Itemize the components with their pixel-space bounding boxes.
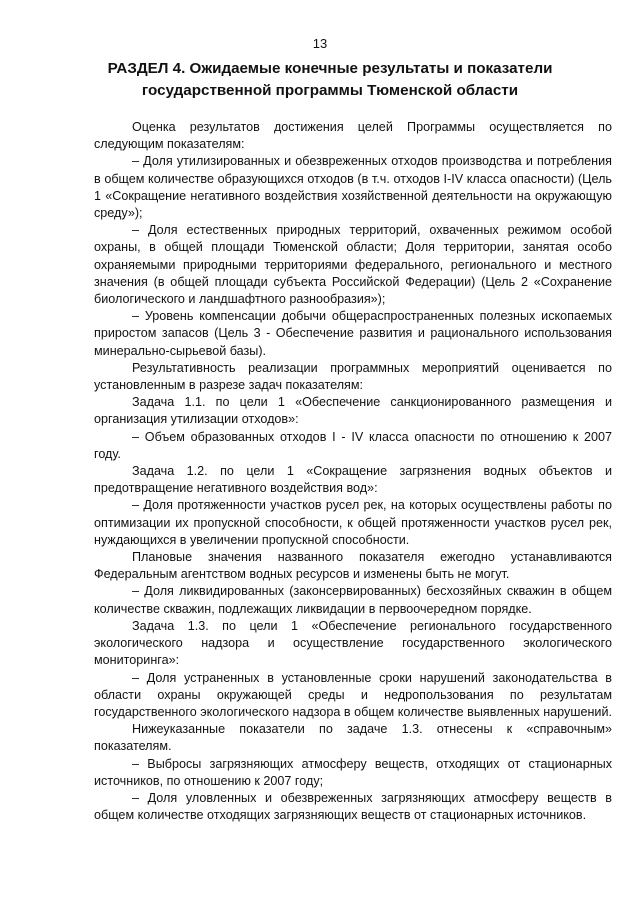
section-heading-line-2: государственной программы Тюменской области [141, 82, 519, 99]
paragraph: – Доля уловленных и обезвреженных загрязняющих атмосферу веществ в общем количестве отходящих загрязняющих веществ от стационарных источников. [94, 790, 612, 823]
section-heading [80, 58, 580, 102]
paragraph: – Объем образованных отходов I - IV класса опасности по отношению к 2007 году. [94, 429, 612, 461]
page-number: 13 [312, 36, 328, 51]
paragraph: Задача 1.3. по цели 1 «Обеспечение регионального государственного экологического надзора и осуществление государственного экологического мониторинга»: [94, 618, 612, 668]
paragraph: – Доля протяженности участков русел рек, на которых осуществлены работы по оптимизации их пропускной способности, к общей протяженности участков русел рек, нуждающихся в увеличении пропускной способности. [94, 498, 612, 547]
paragraph: Плановые значения названного показателя ежегодно устанавливаются Федеральным агентством водных ресурсов и изменены быть не могут. [94, 550, 612, 582]
paragraph: Нижеуказанные показатели по задаче 1.3. отнесены к «справочным» показателям. [94, 722, 612, 754]
paragraph: Задача 1.1. по цели 1 «Обеспечение санкционированного размещения и организация утилизации отходов»: [94, 395, 612, 427]
paragraph: – Выбросы загрязняющих атмосферу веществ, отходящих от стационарных источников, по отношению к 2007 году; [94, 756, 612, 788]
paragraph: – Уровень компенсации добычи общераспространенных полезных ископаемых приростом запасов (Цель 3 - Обеспечение развития и рационального использования минерально-сырьевой базы). [94, 309, 612, 358]
paragraph: Оценка результатов достижения целей Программы осуществляется по следующим показателям: [94, 120, 612, 152]
section-heading-line-1: РАЗДЕЛ 4. Ожидаемые конечные результаты и показатели [107, 60, 553, 77]
paragraph: – Доля утилизированных и обезвреженных отходов производства и потребления в общем количестве образующихся отходов (в т.ч. отходов I-IV класса опасности) (Цель 1 «Сокращение негативного воздействия хозяйственной деятельности на окружающую среду»); [94, 154, 612, 221]
paragraph: – Доля естественных природных территорий, охваченных режимом особой охраны, в общей площади Тюменской области; Доля территории, занятая особо охраняемыми природными территориями федерального, регионального и местного значения (в общей площади субъекта Российской Федерации) (Цель 2 «Сохранение биологического и ландшафтного разнообразия»); [94, 223, 612, 307]
paragraph: – Доля ликвидированных (законсервированных) бесхозяйных скважин в общем количестве скважин, подлежащих ликвидации в первоочередном порядке. [94, 584, 612, 616]
body-text [94, 119, 612, 824]
paragraph: Результативность реализации программных мероприятий оценивается по установленным в разрезе задач показателям: [94, 360, 612, 393]
paragraph: – Доля устраненных в установленные сроки нарушений законодательства в области охраны окружающей среды и недропользования по результатам государственного экологического надзора в общем количестве выявленных нарушений. [94, 670, 612, 719]
paragraph: Задача 1.2. по цели 1 «Сокращение загрязнения водных объектов и предотвращение негативного воздействия вод»: [94, 464, 612, 496]
